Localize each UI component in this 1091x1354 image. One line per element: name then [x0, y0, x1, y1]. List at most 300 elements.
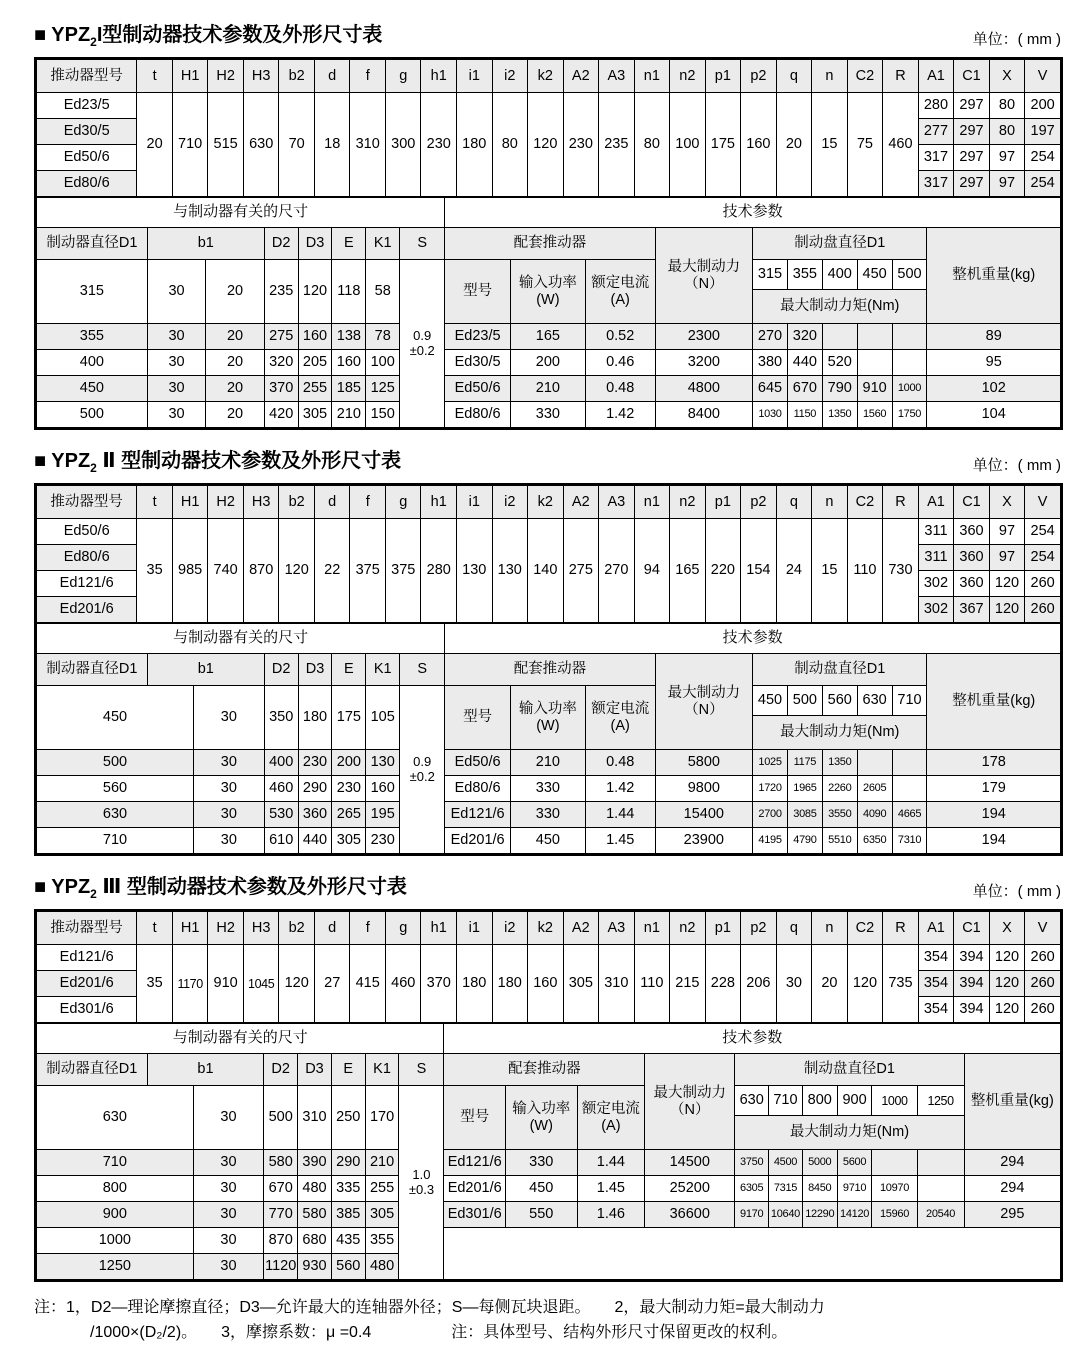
dim-value-cell: 120 — [989, 971, 1025, 997]
dim-value-cell: 311 — [918, 519, 954, 545]
model-column-header: 型号 — [444, 1086, 505, 1150]
shared-dim-cell: 215 — [670, 945, 706, 1023]
column-header: q — [776, 486, 812, 519]
tbody — [37, 198, 1061, 428]
column-header: E — [331, 1054, 365, 1086]
size-value-cell: 210 — [365, 1150, 399, 1176]
torque-cell — [917, 1176, 964, 1202]
shared-dim-cell: 910 — [208, 945, 244, 1023]
shared-dim-cell: 24 — [776, 519, 812, 623]
column-header: E — [332, 654, 366, 686]
weight-cell: 89 — [927, 324, 1061, 350]
torque-cell: 320 — [787, 324, 822, 350]
column-header: n — [812, 912, 848, 945]
input-power-cell: 330 — [510, 802, 585, 828]
brake-diameter-cell: 1000 — [37, 1228, 194, 1254]
b1-value-cell: 30 — [193, 1176, 264, 1202]
column-header: H2 — [208, 60, 244, 93]
column-header: H3 — [243, 60, 279, 93]
dim-header-row — [37, 60, 1061, 93]
model-cell: Ed30/5 — [37, 119, 137, 145]
disc-size-cell: 355 — [787, 260, 822, 290]
column-header: E — [332, 228, 366, 260]
shared-dim-cell: 228 — [705, 945, 741, 1023]
size-value-cell: 160 — [366, 776, 400, 802]
column-header: H3 — [243, 486, 279, 519]
column-header: C1 — [954, 60, 990, 93]
torque-cell: 1025 — [753, 750, 788, 776]
column-header: D3 — [298, 1054, 332, 1086]
brake-diameter-cell: 560 — [37, 776, 194, 802]
size-value-cell: 230 — [298, 750, 332, 776]
table-block — [34, 483, 1063, 856]
s-tolerance-cell: 0.9 ±0.2 — [400, 686, 445, 854]
max-torque-header: 最大制动力矩(Nm) — [735, 1116, 964, 1150]
first-size-row — [37, 686, 1061, 716]
size-value-cell: 680 — [298, 1228, 332, 1254]
dim-header-row — [37, 486, 1061, 519]
torque-cell: 1350 — [822, 402, 857, 428]
torque-cell — [892, 350, 927, 376]
rated-current-cell: 1.45 — [585, 828, 655, 854]
torque-cell: 790 — [822, 376, 857, 402]
disc-size-cell: 900 — [837, 1086, 872, 1116]
disc-size-cell: 630 — [735, 1086, 769, 1116]
b1-value-cell: 30 — [193, 776, 264, 802]
torque-cell: 5000 — [802, 1150, 837, 1176]
size-value-cell: 370 — [264, 376, 298, 402]
section-title: ■ $YPZ_2$ Ⅱ 型制动器技术参数及外形尺寸表 — [34, 450, 402, 475]
rated-current-header: 额定电流 (A) — [577, 1086, 645, 1150]
column-header: X — [989, 912, 1025, 945]
torque-cell — [892, 750, 927, 776]
data-row — [37, 350, 1061, 376]
torque-cell: 1150 — [787, 402, 822, 428]
max-force-cell: 9800 — [655, 776, 752, 802]
disc-size-cell: 710 — [892, 686, 927, 716]
size-value-cell: 275 — [264, 324, 298, 350]
pusher-row — [37, 519, 1061, 545]
size-value-cell: 250 — [331, 1086, 365, 1150]
column-header: q — [776, 60, 812, 93]
torque-cell: 380 — [753, 350, 788, 376]
column-header: A2 — [563, 486, 599, 519]
column-header: D3 — [298, 228, 332, 260]
column-header: K1 — [366, 654, 400, 686]
max-torque-header: 最大制动力矩(Nm) — [753, 716, 927, 750]
shared-dim-cell: 75 — [847, 93, 883, 197]
column-header: k2 — [528, 60, 564, 93]
tables-root — [34, 18, 1063, 1282]
size-value-cell: 305 — [365, 1202, 399, 1228]
torque-cell: 4790 — [787, 828, 822, 854]
column-header: i1 — [457, 912, 493, 945]
dim-value-cell: 260 — [1025, 571, 1061, 597]
column-header: f — [350, 486, 386, 519]
band-row — [37, 624, 1061, 654]
shared-dim-cell: 1170 — [172, 945, 208, 1023]
max-torque-header: 最大制动力矩(Nm) — [753, 290, 927, 324]
rated-current-cell: 0.52 — [585, 324, 655, 350]
column-header: n1 — [634, 912, 670, 945]
shared-dim-cell: 710 — [172, 93, 208, 197]
b1-value-cell: 30 — [193, 1228, 264, 1254]
size-value-cell: 770 — [264, 1202, 298, 1228]
weight-cell: 294 — [964, 1150, 1060, 1176]
dim-value-cell: 360 — [954, 519, 990, 545]
dim-value-cell: 394 — [954, 971, 990, 997]
column-header: K1 — [366, 228, 400, 260]
torque-cell: 6305 — [735, 1176, 769, 1202]
shared-dim-cell: 310 — [350, 93, 386, 197]
column-header: V — [1025, 60, 1061, 93]
b1-value-cell: 30 — [147, 260, 205, 324]
pusher-row — [37, 945, 1061, 971]
size-value-cell: 185 — [332, 376, 366, 402]
size-value-cell: 105 — [366, 686, 400, 750]
torque-cell: 645 — [753, 376, 788, 402]
size-value-cell: 205 — [298, 350, 332, 376]
torque-cell: 440 — [787, 350, 822, 376]
data-row — [37, 1228, 1061, 1254]
column-header: S — [400, 228, 445, 260]
input-power-cell: 165 — [510, 324, 585, 350]
disc-size-cell: 1250 — [917, 1086, 964, 1116]
size-value-cell: 320 — [264, 350, 298, 376]
pusher-model-cell: Ed121/6 — [445, 802, 511, 828]
pusher-model-cell: Ed80/6 — [445, 776, 511, 802]
note-line-1: 注：1，D2—理论摩擦直径；D3—允许最大的连轴器外径；S—每侧瓦块退距。 2，最大制动力矩=最大制动力 — [34, 1299, 825, 1316]
torque-cell: 1175 — [787, 750, 822, 776]
column-header: d — [314, 486, 350, 519]
rated-current-cell: 1.46 — [577, 1202, 645, 1228]
size-value-cell: 230 — [366, 828, 400, 854]
column-header: H2 — [208, 486, 244, 519]
column-header: A3 — [599, 60, 635, 93]
b1-value-cell: 20 — [206, 402, 264, 428]
size-value-cell: 440 — [298, 828, 332, 854]
torque-cell — [872, 1150, 917, 1176]
shared-dim-cell: 460 — [883, 93, 919, 197]
shared-dim-cell: 180 — [492, 945, 528, 1023]
brake-diameter-header: 制动器直径D1 — [37, 654, 148, 686]
column-header: A1 — [918, 486, 954, 519]
shared-dim-cell: 300 — [385, 93, 421, 197]
torque-cell: 15960 — [872, 1202, 917, 1228]
input-power-cell: 450 — [505, 1176, 577, 1202]
column-header: i1 — [457, 486, 493, 519]
weight-cell: 95 — [927, 350, 1061, 376]
shared-dim-cell: 20 — [812, 945, 848, 1023]
column-header: A1 — [918, 912, 954, 945]
model-cell: Ed301/6 — [37, 997, 137, 1023]
torque-cell: 2700 — [753, 802, 788, 828]
column-header: n2 — [670, 486, 706, 519]
input-power-cell: 330 — [505, 1150, 577, 1176]
column-header: K1 — [365, 1054, 399, 1086]
column-header: C1 — [954, 912, 990, 945]
torque-cell: 1965 — [787, 776, 822, 802]
size-value-cell: 305 — [332, 828, 366, 854]
data-row — [37, 324, 1061, 350]
brake-diameter-cell: 630 — [37, 1086, 194, 1150]
column-header: f — [350, 912, 386, 945]
dim-value-cell: 120 — [989, 597, 1025, 623]
disc-diameter-header: 制动盘直径D1 — [735, 1054, 964, 1086]
dim-value-cell: 297 — [954, 119, 990, 145]
b1-value-cell: 30 — [147, 402, 205, 428]
torque-cell: 270 — [753, 324, 788, 350]
shared-dim-cell: 220 — [705, 519, 741, 623]
size-value-cell: 120 — [298, 260, 332, 324]
dim-value-cell: 367 — [954, 597, 990, 623]
shared-dim-cell: 165 — [670, 519, 706, 623]
title-row — [34, 870, 1063, 901]
column-header: h1 — [421, 912, 457, 945]
torque-cell: 1720 — [753, 776, 788, 802]
size-value-cell: 560 — [331, 1254, 365, 1280]
column-header: D3 — [298, 654, 332, 686]
column-header: H1 — [172, 486, 208, 519]
size-value-cell: 255 — [298, 376, 332, 402]
size-value-cell: 210 — [332, 402, 366, 428]
shared-dim-cell: 120 — [528, 93, 564, 197]
column-header: h1 — [421, 486, 457, 519]
weight-header: 整机重量(kg) — [927, 228, 1061, 324]
size-value-cell: 480 — [298, 1176, 332, 1202]
data-row — [37, 376, 1061, 402]
pusher-column-header: 推动器型号 — [37, 60, 137, 93]
size-value-cell: 350 — [264, 686, 298, 750]
title-subscript: 2 — [90, 887, 97, 901]
shared-dim-cell: 15 — [812, 519, 848, 623]
footnotes — [34, 1296, 1063, 1346]
size-value-cell: 138 — [332, 324, 366, 350]
shared-dim-cell: 375 — [385, 519, 421, 623]
data-row — [37, 1150, 1061, 1176]
column-header: b2 — [279, 486, 315, 519]
torque-cell: 10970 — [872, 1176, 917, 1202]
tbody — [37, 486, 1061, 623]
size-value-cell: 530 — [264, 802, 298, 828]
shared-dim-cell: 375 — [350, 519, 386, 623]
shared-dim-cell: 730 — [883, 519, 919, 623]
size-value-cell: 290 — [331, 1150, 365, 1176]
b1-value-cell: 30 — [193, 1202, 264, 1228]
torque-cell: 1750 — [892, 402, 927, 428]
column-header: S — [400, 654, 445, 686]
input-power-header: 输入功率 (W) — [510, 260, 585, 324]
shared-dim-cell: 280 — [421, 519, 457, 623]
dim-value-cell: 260 — [1025, 945, 1061, 971]
column-header: D2 — [264, 1054, 298, 1086]
shared-dim-cell: 175 — [705, 93, 741, 197]
torque-cell: 10640 — [769, 1202, 803, 1228]
column-header: d — [314, 912, 350, 945]
torque-cell: 9170 — [735, 1202, 769, 1228]
torque-cell: 3085 — [787, 802, 822, 828]
empty-region — [444, 1228, 1061, 1280]
unit-label: 单位：( mm ) — [972, 457, 1061, 474]
shared-dim-cell: 310 — [599, 945, 635, 1023]
column-header: A1 — [918, 60, 954, 93]
size-value-cell: 290 — [298, 776, 332, 802]
model-cell: Ed201/6 — [37, 597, 137, 623]
column-header: g — [385, 60, 421, 93]
dim-value-cell: 360 — [954, 571, 990, 597]
shared-dim-cell: 305 — [563, 945, 599, 1023]
dim-value-cell: 80 — [989, 93, 1025, 119]
weight-cell: 179 — [927, 776, 1061, 802]
column-header: H1 — [172, 60, 208, 93]
pusher-model-cell: Ed301/6 — [444, 1202, 505, 1228]
shared-dim-cell: 154 — [741, 519, 777, 623]
b1-value-cell: 20 — [206, 376, 264, 402]
shared-dim-cell: 15 — [812, 93, 848, 197]
rated-current-cell: 1.42 — [585, 776, 655, 802]
shared-dim-cell: 270 — [599, 519, 635, 623]
shared-dim-cell: 275 — [563, 519, 599, 623]
b1-value-cell: 30 — [193, 1150, 264, 1176]
column-header: h1 — [421, 60, 457, 93]
size-value-cell: 175 — [332, 686, 366, 750]
torque-cell: 4500 — [769, 1150, 803, 1176]
max-force-cell: 2300 — [655, 324, 752, 350]
size-value-cell: 78 — [366, 324, 400, 350]
max-force-cell: 23900 — [655, 828, 752, 854]
size-value-cell: 335 — [331, 1176, 365, 1202]
title-subscript: 2 — [90, 461, 97, 475]
size-value-cell: 310 — [298, 1086, 332, 1150]
dim-value-cell: 277 — [918, 119, 954, 145]
size-value-cell: 1120 — [264, 1254, 298, 1280]
column-header: g — [385, 486, 421, 519]
disc-size-cell: 800 — [802, 1086, 837, 1116]
dim-value-cell: 120 — [989, 571, 1025, 597]
size-value-cell: 58 — [366, 260, 400, 324]
size-value-cell: 870 — [264, 1228, 298, 1254]
shared-dim-cell: 160 — [528, 945, 564, 1023]
size-value-cell: 160 — [298, 324, 332, 350]
size-value-cell: 100 — [366, 350, 400, 376]
note-line-2: /1000×(D₂/2)。 3，摩擦系数：μ =0.4 注：具体型号、结构外形尺寸保留更改的权利。 — [90, 1323, 788, 1341]
size-value-cell: 180 — [298, 686, 332, 750]
column-header: t — [137, 486, 173, 519]
torque-cell: 5600 — [837, 1150, 872, 1176]
torque-cell — [917, 1150, 964, 1176]
input-power-header: 输入功率 (W) — [510, 686, 585, 750]
model-cell: Ed50/6 — [37, 145, 137, 171]
b1-value-cell: 20 — [206, 350, 264, 376]
rated-current-cell: 1.44 — [577, 1150, 645, 1176]
weight-cell: 194 — [927, 802, 1061, 828]
shared-dim-cell: 870 — [243, 519, 279, 623]
pusher-model-cell: Ed201/6 — [445, 828, 511, 854]
shared-dim-cell: 460 — [385, 945, 421, 1023]
rated-current-header: 额定电流 (A) — [585, 686, 655, 750]
b1-value-cell: 30 — [193, 802, 264, 828]
column-header: p1 — [705, 486, 741, 519]
size-value-cell: 580 — [264, 1150, 298, 1176]
column-header: C1 — [954, 486, 990, 519]
s-tolerance-cell: 0.9 ±0.2 — [400, 260, 445, 428]
max-force-cell: 25200 — [645, 1176, 735, 1202]
torque-cell — [857, 324, 892, 350]
torque-cell: 8450 — [802, 1176, 837, 1202]
data-row — [37, 802, 1061, 828]
model-cell: Ed80/6 — [37, 171, 137, 197]
disc-size-cell: 450 — [753, 686, 788, 716]
size-value-cell: 385 — [331, 1202, 365, 1228]
disc-size-cell: 500 — [892, 260, 927, 290]
shared-dim-cell: 1045 — [243, 945, 279, 1023]
torque-cell: 20540 — [917, 1202, 964, 1228]
input-power-cell: 200 — [510, 350, 585, 376]
dim-value-cell: 354 — [918, 971, 954, 997]
b1-value-cell: 20 — [206, 260, 264, 324]
shared-dim-cell: 230 — [421, 93, 457, 197]
b1-value-cell: 30 — [147, 350, 205, 376]
left-band-label: 与制动器有关的尺寸 — [37, 198, 445, 228]
dim-value-cell: 254 — [1025, 145, 1061, 171]
max-force-cell: 14500 — [645, 1150, 735, 1176]
rated-current-cell: 1.44 — [585, 802, 655, 828]
shared-dim-cell: 735 — [883, 945, 919, 1023]
size-value-cell: 150 — [366, 402, 400, 428]
column-header: k2 — [528, 486, 564, 519]
b1-value-cell: 30 — [193, 1086, 264, 1150]
max-force-cell: 5800 — [655, 750, 752, 776]
shared-dim-cell: 130 — [457, 519, 493, 623]
dim-value-cell: 120 — [989, 945, 1025, 971]
column-header: C2 — [847, 486, 883, 519]
column-header: p1 — [705, 912, 741, 945]
title-subscript: 2 — [90, 35, 97, 49]
shared-dim-cell: 35 — [137, 519, 173, 623]
section-title: ■ $YPZ_2I$型制动器技术参数及外形尺寸表 — [34, 24, 383, 49]
data-row — [37, 1202, 1061, 1228]
column-header: t — [137, 912, 173, 945]
torque-cell — [857, 750, 892, 776]
disc-size-cell: 630 — [857, 686, 892, 716]
size-value-cell: 305 — [298, 402, 332, 428]
column-header: D2 — [264, 654, 298, 686]
column-header: n2 — [670, 60, 706, 93]
paired-pusher-header: 配套推动器 — [445, 228, 655, 260]
column-header: X — [989, 486, 1025, 519]
column-header: p2 — [741, 912, 777, 945]
column-header: b1 — [147, 654, 264, 686]
max-force-cell: 15400 — [655, 802, 752, 828]
size-value-cell: 420 — [264, 402, 298, 428]
column-header: H1 — [172, 912, 208, 945]
column-header: A3 — [599, 912, 635, 945]
shared-dim-cell: 110 — [847, 519, 883, 623]
shared-dim-cell: 180 — [457, 945, 493, 1023]
rated-current-cell: 1.45 — [577, 1176, 645, 1202]
pusher-model-cell: Ed50/6 — [445, 376, 511, 402]
column-header: A2 — [563, 912, 599, 945]
torque-cell: 2605 — [857, 776, 892, 802]
dim-value-cell: 311 — [918, 545, 954, 571]
brake-table-section — [34, 444, 1063, 856]
size-value-cell: 435 — [331, 1228, 365, 1254]
size-value-cell: 400 — [264, 750, 298, 776]
brake-diameter-cell: 900 — [37, 1202, 194, 1228]
disc-diameter-header: 制动盘直径D1 — [753, 228, 927, 260]
torque-cell: 14120 — [837, 1202, 872, 1228]
shared-dim-cell: 20 — [776, 93, 812, 197]
